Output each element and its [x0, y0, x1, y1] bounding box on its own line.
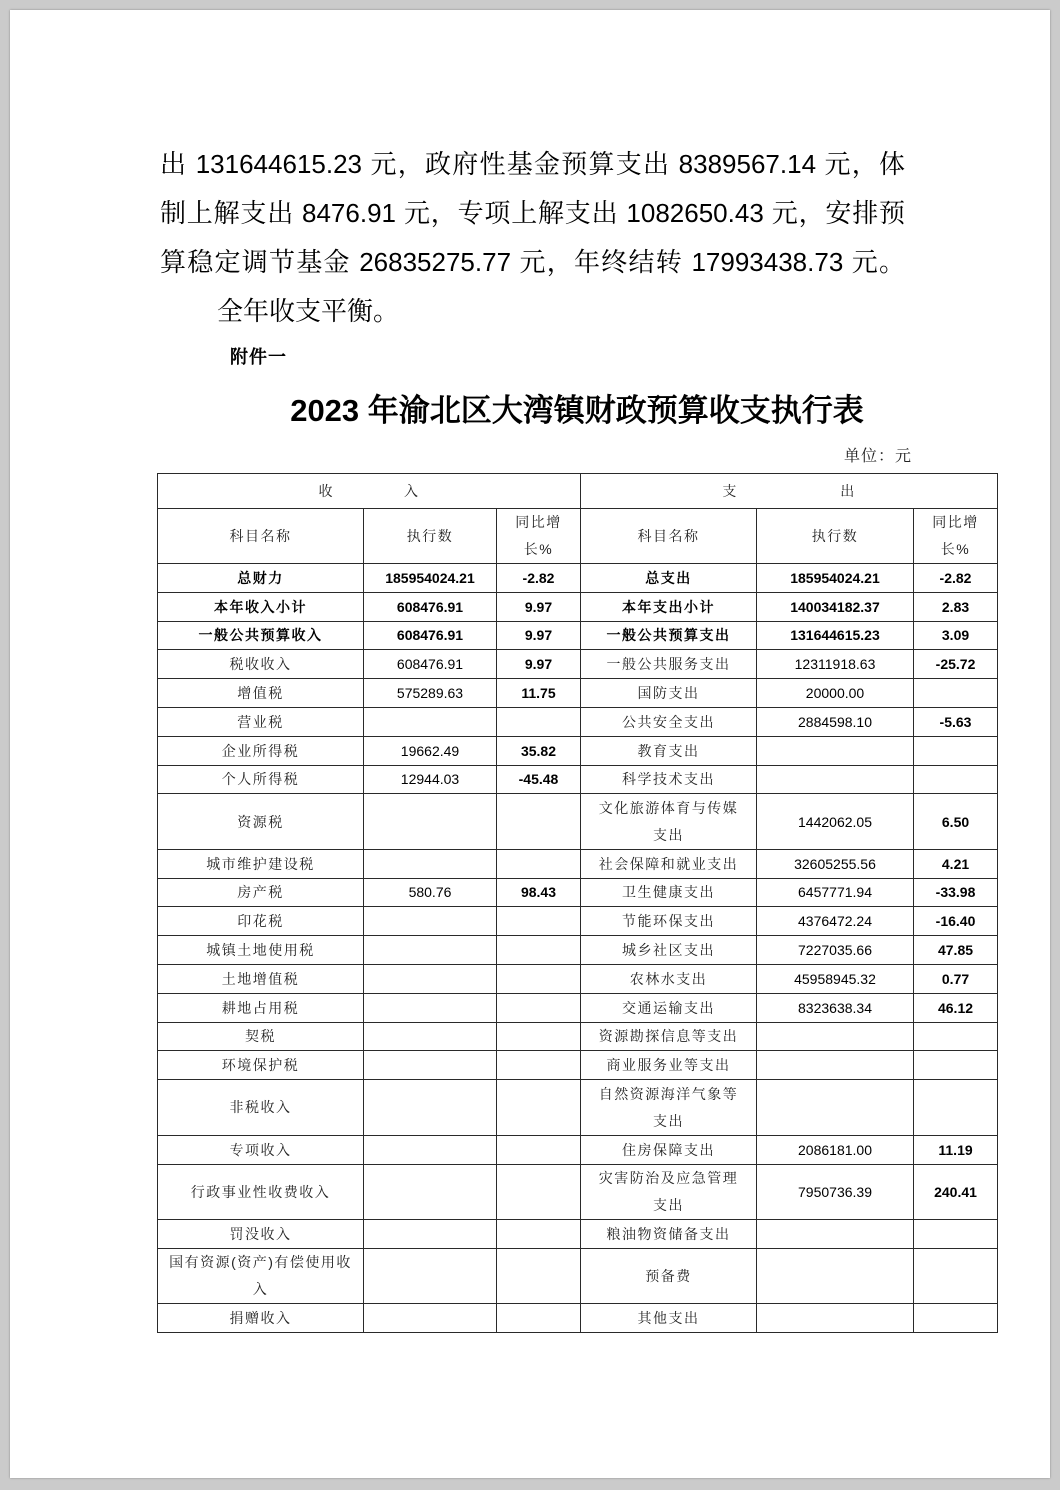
income-item-cell: [158, 1248, 364, 1304]
table-row: [158, 621, 998, 650]
table-row: [158, 907, 998, 936]
income-amount-cell: [364, 1051, 497, 1080]
income-item-cell: [158, 592, 364, 621]
income-item-text: 本年收入小计: [214, 598, 307, 615]
expense-growth-cell: [914, 794, 998, 850]
income-item-cell: [158, 794, 364, 850]
income-amount-text: 608476.91: [396, 627, 464, 644]
income-item-text: 土地增值税: [221, 970, 300, 987]
income-item-text: 一般公共预算收入: [198, 627, 323, 644]
expense-amount-text: 20000.00: [805, 684, 865, 701]
section-header-row: [158, 474, 998, 509]
income-amount-cell: [364, 878, 497, 907]
expense-item-text: 自然资源海洋气象等支出: [598, 1085, 739, 1129]
income-item-text: 非税收入: [229, 1099, 292, 1116]
income-growth-cell: [497, 849, 581, 878]
expense-item-text: 社会保障和就业支出: [598, 855, 739, 872]
expense-amount-cell: [757, 1135, 914, 1164]
expense-growth-cell: [914, 965, 998, 994]
income-item-cell: [158, 1304, 364, 1333]
expense-item-cell: [581, 878, 757, 907]
income-growth-cell: [497, 1022, 581, 1051]
expense-growth-text: -33.98: [935, 884, 976, 901]
expense-growth-cell: [914, 621, 998, 650]
expense-growth-cell: [914, 707, 998, 736]
income-item-cell: [158, 1080, 364, 1136]
income-growth-text: 11.75: [521, 684, 556, 701]
expense-item-cell: [581, 765, 757, 794]
income-growth-cell: [497, 794, 581, 850]
table-row: [158, 936, 998, 965]
income-amount-cell: [364, 592, 497, 621]
expense-growth-text: -16.40: [935, 913, 976, 930]
income-amount-cell: [364, 1135, 497, 1164]
income-amount-cell: [364, 1248, 497, 1304]
income-item-text: 专项收入: [229, 1141, 292, 1158]
expense-amount-text: 131644615.23: [790, 627, 880, 644]
income-growth-text: -2.82: [522, 569, 555, 586]
expense-item-text: 节能环保支出: [622, 913, 715, 930]
income-amount-cell: [364, 1164, 497, 1220]
expense-growth-text: 0.77: [941, 970, 970, 987]
expense-growth-text: 47.85: [937, 942, 974, 959]
table-row: [158, 965, 998, 994]
income-amount-text: 575289.63: [396, 684, 464, 701]
table-row: [158, 1022, 998, 1051]
income-growth-cell: [497, 936, 581, 965]
table-header: [158, 474, 998, 564]
expense-growth-cell: [914, 765, 998, 794]
expense-item-text: 粮油物资储备支出: [606, 1225, 731, 1242]
expense-amount-text: 2086181.00: [798, 1141, 872, 1158]
income-amount-cell: [364, 564, 497, 593]
income-amount-cell: [364, 1022, 497, 1051]
expense-item-text: 灾害防治及应急管理支出: [598, 1169, 739, 1213]
income-amount-cell: [364, 1220, 497, 1249]
expense-item-text: 国防支出: [637, 684, 700, 701]
expense-amount-header: [757, 509, 914, 564]
unit-label: 单位：元: [843, 448, 912, 465]
table-row: [158, 1135, 998, 1164]
expense-item-cell: [581, 736, 757, 765]
income-amount-cell: [364, 765, 497, 794]
income-item-header: [158, 509, 364, 564]
expense-item-cell: [581, 1248, 757, 1304]
income-item-cell: [158, 993, 364, 1022]
income-item-text: 环境保护税: [221, 1057, 300, 1074]
expense-amount-cell: [757, 1080, 914, 1136]
expense-item-text: 教育支出: [637, 742, 700, 759]
expense-item-cell: [581, 1304, 757, 1333]
expense-item-text: 其他支出: [637, 1310, 700, 1327]
income-item-cell: [158, 878, 364, 907]
income-item-text: 行政事业性收费收入: [190, 1183, 331, 1200]
expense-item-text: 城乡社区支出: [622, 942, 715, 959]
closing-sentence: 全年收支平衡。: [217, 296, 400, 326]
income-amount-text: 185954024.21: [385, 569, 475, 586]
expense-section-label: 支 出: [722, 482, 856, 499]
income-item-text: 总财力: [237, 569, 284, 586]
income-growth-text: -45.48: [518, 771, 559, 788]
expense-amount-cell: [757, 1220, 914, 1249]
income-item-text: 契税: [245, 1028, 276, 1045]
expense-amount-text: 185954024.21: [790, 569, 880, 586]
expense-amount-cell: [757, 1022, 914, 1051]
income-growth-text: 9.97: [524, 627, 553, 644]
expense-item-cell: [581, 592, 757, 621]
income-item-text: 房产税: [237, 884, 284, 901]
table-body: [158, 564, 998, 1333]
expense-growth-text: 4.21: [941, 855, 970, 872]
expense-growth-cell: [914, 592, 998, 621]
income-growth-cell: [497, 621, 581, 650]
expense-growth-text: 6.50: [941, 813, 970, 830]
income-amount-text: 580.76: [408, 884, 452, 901]
expense-amount-cell: [757, 907, 914, 936]
income-growth-cell: [497, 592, 581, 621]
expense-item-text: 住房保障支出: [622, 1141, 715, 1158]
income-amount-cell: [364, 736, 497, 765]
expense-growth-text: 11.19: [938, 1141, 973, 1158]
expense-item-cell: [581, 1220, 757, 1249]
expense-amount-cell: [757, 765, 914, 794]
table-row: [158, 878, 998, 907]
expense-growth-cell: [914, 1080, 998, 1136]
expense-amount-cell: [757, 621, 914, 650]
income-growth-cell: [497, 1248, 581, 1304]
expense-growth-cell: [914, 1135, 998, 1164]
income-growth-text: 98.43: [520, 884, 557, 901]
income-amount-header-label: 执行数: [406, 527, 454, 544]
expense-amount-cell: [757, 707, 914, 736]
table-row: [158, 650, 998, 679]
income-growth-cell: [497, 765, 581, 794]
income-item-cell: [158, 765, 364, 794]
expense-amount-cell: [757, 736, 914, 765]
income-amount-cell: [364, 679, 497, 708]
table-row: [158, 679, 998, 708]
expense-growth-cell: [914, 878, 998, 907]
expense-growth-text: -25.72: [935, 656, 976, 673]
expense-growth-cell: [914, 564, 998, 593]
expense-item-text: 交通运输支出: [622, 999, 715, 1016]
expense-item-cell: [581, 1164, 757, 1220]
body-text-line: 制上解支出 8476.91 元，专项上解支出 1082650.43 元，安排预: [160, 198, 905, 228]
table-row: [158, 849, 998, 878]
expense-amount-cell: [757, 1164, 914, 1220]
income-growth-text: 35.82: [520, 742, 557, 759]
income-growth-cell: [497, 736, 581, 765]
income-amount-cell: [364, 993, 497, 1022]
expense-amount-cell: [757, 794, 914, 850]
expense-item-cell: [581, 907, 757, 936]
expense-amount-cell: [757, 592, 914, 621]
income-item-text: 城镇土地使用税: [206, 942, 315, 959]
expense-amount-text: 2884598.10: [798, 713, 872, 730]
income-growth-text: 9.97: [524, 598, 553, 615]
income-amount-text: 12944.03: [400, 771, 460, 788]
body-text-line: 出 131644615.23 元，政府性基金预算支出 8389567.14 元，体: [160, 149, 905, 179]
income-item-text: 捐赠收入: [229, 1310, 292, 1327]
expense-item-cell: [581, 564, 757, 593]
income-growth-cell: [497, 965, 581, 994]
table-row: [158, 564, 998, 593]
income-amount-text: 19662.49: [400, 742, 460, 759]
income-item-cell: [158, 707, 364, 736]
income-growth-cell: [497, 1135, 581, 1164]
expense-item-text: 资源勘探信息等支出: [598, 1028, 739, 1045]
expense-item-text: 文化旅游体育与传媒支出: [598, 799, 739, 843]
expense-item-text: 总支出: [645, 569, 692, 586]
income-item-text: 城市维护建设税: [206, 855, 315, 872]
income-growth-cell: [497, 993, 581, 1022]
body-text-line: 算稳定调节基金 26835275.77 元，年终结转 17993438.73 元。: [160, 247, 905, 277]
expense-growth-cell: [914, 650, 998, 679]
expense-item-cell: [581, 993, 757, 1022]
income-growth-cell: [497, 907, 581, 936]
income-amount-header: [364, 509, 497, 564]
income-item-cell: [158, 1022, 364, 1051]
income-growth-cell: [497, 1164, 581, 1220]
expense-item-text: 农林水支出: [629, 970, 708, 987]
table-title: 2023 年渝北区大湾镇财政预算收支执行表: [290, 393, 864, 428]
expense-item-text: 一般公共服务支出: [606, 656, 731, 673]
expense-item-cell: [581, 1022, 757, 1051]
table-row: [158, 736, 998, 765]
expense-item-cell: [581, 1135, 757, 1164]
income-item-cell: [158, 650, 364, 679]
income-item-cell: [158, 907, 364, 936]
expense-item-text: 公共安全支出: [622, 713, 715, 730]
expense-growth-cell: [914, 736, 998, 765]
income-growth-header: [497, 509, 581, 564]
expense-item-text: 预备费: [645, 1267, 692, 1284]
expense-growth-header: [914, 509, 998, 564]
expense-growth-cell: [914, 1051, 998, 1080]
income-item-text: 增值税: [237, 684, 284, 701]
income-item-cell: [158, 564, 364, 593]
table-row: [158, 592, 998, 621]
income-amount-cell: [364, 794, 497, 850]
expense-amount-text: 4376472.24: [798, 913, 872, 930]
table-row: [158, 707, 998, 736]
income-growth-cell: [497, 650, 581, 679]
expense-item-cell: [581, 936, 757, 965]
column-header-row: [158, 509, 998, 564]
expense-section-header: [581, 474, 998, 509]
expense-growth-cell: [914, 1164, 998, 1220]
table-row: [158, 1051, 998, 1080]
income-amount-cell: [364, 849, 497, 878]
income-amount-cell: [364, 907, 497, 936]
income-item-cell: [158, 679, 364, 708]
income-item-text: 国有资源(资产)有偿使用收入: [169, 1254, 352, 1298]
expense-amount-text: 8323638.34: [798, 999, 872, 1016]
table-row: [158, 1248, 998, 1304]
income-growth-text: 9.97: [524, 656, 553, 673]
expense-item-cell: [581, 707, 757, 736]
expense-item-text: 本年支出小计: [622, 598, 715, 615]
table-row: [158, 1080, 998, 1136]
income-item-text: 资源税: [237, 813, 284, 830]
expense-item-cell: [581, 1080, 757, 1136]
income-item-cell: [158, 1135, 364, 1164]
income-item-cell: [158, 965, 364, 994]
income-growth-cell: [497, 878, 581, 907]
table-row: [158, 1220, 998, 1249]
income-item-header-label: 科目名称: [229, 527, 292, 544]
expense-growth-cell: [914, 907, 998, 936]
income-growth-cell: [497, 679, 581, 708]
income-amount-text: 608476.91: [396, 598, 464, 615]
expense-item-text: 科学技术支出: [622, 771, 715, 788]
expense-growth-cell: [914, 936, 998, 965]
income-item-cell: [158, 936, 364, 965]
expense-item-text: 商业服务业等支出: [606, 1057, 731, 1074]
table-row: [158, 1164, 998, 1220]
income-amount-cell: [364, 621, 497, 650]
income-item-text: 个人所得税: [221, 771, 300, 788]
table-row: [158, 993, 998, 1022]
income-growth-header-label: 同比增长%: [515, 514, 562, 557]
income-growth-cell: [497, 1080, 581, 1136]
expense-growth-cell: [914, 849, 998, 878]
expense-amount-cell: [757, 650, 914, 679]
income-item-cell: [158, 1164, 364, 1220]
income-amount-cell: [364, 1304, 497, 1333]
income-amount-text: 608476.91: [396, 656, 464, 673]
income-amount-cell: [364, 936, 497, 965]
expense-item-header-label: 科目名称: [637, 527, 700, 544]
expense-growth-text: 46.12: [937, 999, 974, 1016]
income-item-cell: [158, 736, 364, 765]
expense-growth-cell: [914, 1220, 998, 1249]
income-section-header: [158, 474, 581, 509]
expense-amount-cell: [757, 1304, 914, 1333]
income-item-text: 印花税: [237, 913, 284, 930]
expense-growth-text: 240.41: [934, 1183, 977, 1200]
table-row: [158, 1304, 998, 1333]
expense-growth-cell: [914, 1304, 998, 1333]
expense-amount-text: 12311918.63: [794, 656, 876, 673]
expense-amount-text: 140034182.37: [790, 598, 880, 615]
expense-amount-cell: [757, 679, 914, 708]
income-item-cell: [158, 1051, 364, 1080]
expense-growth-cell: [914, 1022, 998, 1051]
income-item-cell: [158, 621, 364, 650]
expense-amount-cell: [757, 1248, 914, 1304]
body-paragraph: [160, 140, 905, 336]
income-amount-cell: [364, 707, 497, 736]
expense-item-cell: [581, 849, 757, 878]
income-item-text: 企业所得税: [221, 742, 300, 759]
expense-growth-text: -5.63: [939, 713, 972, 730]
expense-item-cell: [581, 965, 757, 994]
expense-amount-cell: [757, 878, 914, 907]
expense-item-cell: [581, 679, 757, 708]
expense-amount-text: 45958945.32: [794, 970, 876, 987]
expense-amount-text: 32605255.56: [794, 855, 876, 872]
expense-growth-text: 2.83: [941, 598, 970, 615]
income-amount-cell: [364, 965, 497, 994]
expense-amount-cell: [757, 993, 914, 1022]
expense-amount-cell: [757, 1051, 914, 1080]
income-item-text: 营业税: [237, 713, 284, 730]
income-growth-cell: [497, 707, 581, 736]
income-amount-cell: [364, 650, 497, 679]
expense-item-text: 卫生健康支出: [622, 884, 715, 901]
expense-amount-text: 1442062.05: [798, 813, 872, 830]
expense-growth-header-label: 同比增长%: [932, 514, 979, 557]
income-growth-cell: [497, 1220, 581, 1249]
expense-item-header: [581, 509, 757, 564]
income-growth-cell: [497, 1304, 581, 1333]
expense-item-cell: [581, 794, 757, 850]
income-item-cell: [158, 849, 364, 878]
income-item-cell: [158, 1220, 364, 1249]
expense-growth-text: -2.82: [939, 569, 972, 586]
budget-execution-table: [157, 473, 998, 1333]
expense-amount-cell: [757, 965, 914, 994]
income-growth-cell: [497, 564, 581, 593]
income-item-text: 税收收入: [229, 656, 292, 673]
attachment-label: 附件一: [230, 347, 287, 367]
expense-growth-cell: [914, 993, 998, 1022]
expense-amount-header-label: 执行数: [811, 527, 859, 544]
income-section-label: 收 入: [318, 482, 420, 499]
expense-amount-text: 6457771.94: [798, 884, 872, 901]
expense-amount-cell: [757, 936, 914, 965]
income-amount-cell: [364, 1080, 497, 1136]
expense-item-cell: [581, 621, 757, 650]
expense-amount-text: 7950736.39: [798, 1183, 872, 1200]
expense-amount-cell: [757, 849, 914, 878]
expense-growth-text: 3.09: [941, 627, 970, 644]
expense-item-cell: [581, 650, 757, 679]
table-row: [158, 765, 998, 794]
income-item-text: 罚没收入: [229, 1225, 292, 1242]
expense-amount-cell: [757, 564, 914, 593]
table-row: [158, 794, 998, 850]
expense-item-cell: [581, 1051, 757, 1080]
expense-item-text: 一般公共预算支出: [606, 627, 731, 644]
expense-growth-cell: [914, 679, 998, 708]
expense-growth-cell: [914, 1248, 998, 1304]
expense-amount-text: 7227035.66: [798, 942, 872, 959]
income-item-text: 耕地占用税: [221, 999, 300, 1016]
income-growth-cell: [497, 1051, 581, 1080]
